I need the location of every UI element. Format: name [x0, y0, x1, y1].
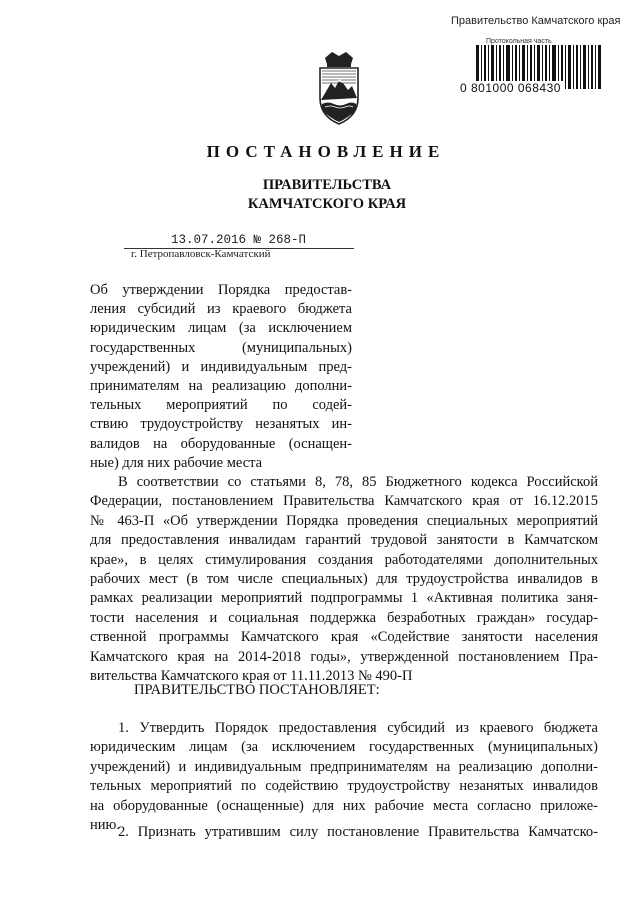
subject-line: ствию трудоустройству незанятых ин- [90, 416, 352, 433]
city-label: г. Петропавловск-Камчатский [131, 248, 271, 260]
preamble-line: ственной программы Камчатского края «Содействие занятости населения [90, 629, 598, 646]
subject-line: принимателям на реализацию дополни- [90, 378, 352, 395]
subject-line: валидов на оборудованные (оснащен- [90, 435, 352, 452]
issuing-authority-line-2: КАМЧАТСКОГО КРАЯ [247, 196, 407, 212]
date-and-number: 13.07.2016 № 268-П [171, 233, 307, 247]
decree-heading: ПРАВИТЕЛЬСТВО ПОСТАНОВЛЯЕТ: [134, 682, 380, 698]
preamble-line: крае», в целях стимулирования создания работодателями дополнительных [90, 551, 598, 568]
item-line: учреждений) и индивидуальным предпринимателям на реализацию дополни- [90, 758, 598, 775]
registration-stamp-org: Правительство Камчатского края [451, 15, 621, 27]
preamble-line: рамках реализации мероприятий подпрограммы 1 «Активная политика заня- [90, 590, 598, 607]
preamble-line: В соответствии со статьями 8, 78, 85 Бюджетного кодекса Российской [118, 474, 598, 490]
issuing-authority-line-1: ПРАВИТЕЛЬСТВА [262, 177, 392, 193]
preamble-line: № 463-П «Об утверждении Порядка проведения специальных мероприятий [90, 512, 598, 529]
subject-line: ные) для них рабочие места [90, 454, 263, 471]
item-line: нию. [90, 817, 120, 834]
decree-item-1 [90, 719, 598, 835]
item-line: 1. Утвердить Порядок предоставления субсидий из краевого бюджета [118, 720, 598, 736]
barcode-digits: 0 801000 068430 [460, 81, 561, 95]
item-line: на оборудованные (оснащенные) для них рабочие места согласно приложе- [90, 797, 598, 814]
preamble-line: рабочих мест (в том числе специальных) для трудоустройства инвалидов в [90, 571, 598, 588]
preamble-line: для предоставления инвалидам гарантий трудовой занятости в Камчатском [90, 532, 598, 549]
subject-line: юридическим лицам (за исключением [90, 320, 352, 337]
subject-line: учреждений) и индивидуальным пред- [90, 358, 352, 375]
subject-line: ления субсидий из краевого бюджета [90, 301, 352, 318]
preamble-line: тости населения и социальная поддержка безработных граждан» государ- [90, 609, 598, 626]
subject-line: государственных (муниципальных) [90, 339, 352, 356]
subject-line: Об утверждении Порядка предостав- [90, 282, 352, 298]
kamchatka-coat-of-arms-icon [316, 50, 362, 126]
issuing-authority [0, 176, 640, 214]
decree-item-2 [90, 823, 598, 842]
registration-stamp-sub: Протокольная часть [486, 38, 552, 45]
preamble-paragraph [90, 473, 598, 686]
preamble-line: Федерации, постановлением Правительства Камчатского края от 16.12.2015 [90, 493, 598, 510]
item-line: тельных мероприятий по содействию трудоустройству незанятых инвалидов [90, 778, 598, 795]
document-subject [90, 281, 352, 473]
subject-line: тельных мероприятий по содей- [90, 397, 352, 414]
document-title: ПОСТАНОВЛЕНИЕ [206, 142, 446, 161]
preamble-line: Камчатского края на 2014-2018 годы», утвержденной постановлением Пра- [90, 648, 598, 665]
item-line: 2. Признать утратившим силу постановление Правительства Камчатско- [118, 824, 598, 840]
preamble-line: вительства Камчатского края от 11.11.2013 № 490-П [90, 668, 413, 685]
item-line: юридическим лицам (за исключением государственных (муниципальных) [90, 739, 598, 756]
